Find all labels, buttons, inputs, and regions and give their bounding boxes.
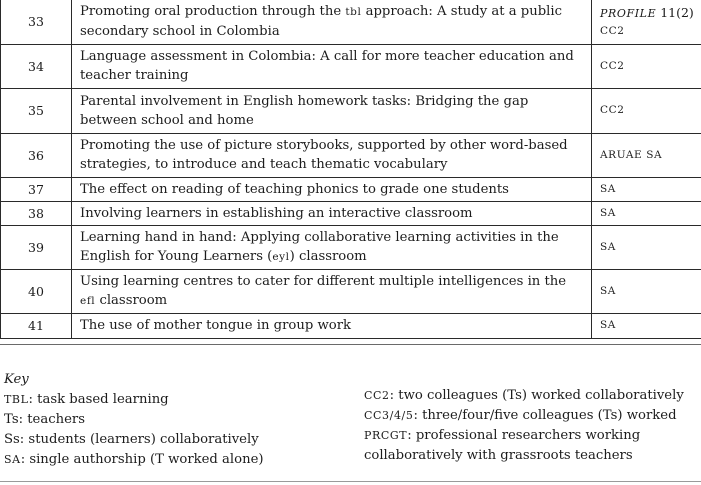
table-row (1, 225, 701, 269)
row-number: 33 (1, 0, 72, 44)
table-row (1, 269, 701, 313)
key-title: Key (4, 372, 29, 387)
row-authorship: CC2 (592, 44, 701, 88)
row-number: 37 (1, 177, 72, 201)
key-entry: TBL: task based learning (4, 392, 169, 407)
key-entry: SA: single authorship (T worked alone) (4, 452, 264, 467)
table-bottom-rule (0, 344, 701, 345)
row-number: 36 (1, 133, 72, 177)
key-right-column (364, 386, 699, 466)
row-title: Promoting the use of picture storybooks, supported by other word-based strategies, to introduce and teach thematic vocabulary (72, 133, 592, 177)
key-legend (0, 370, 701, 470)
row-number: 34 (1, 44, 72, 88)
table-row (1, 133, 701, 177)
row-title: The use of mother tongue in group work (72, 313, 592, 338)
row-authorship: SA (592, 269, 701, 313)
row-number: 35 (1, 88, 72, 133)
row-title: Parental involvement in English homework tasks: Bridging the gap between school and home (72, 88, 592, 133)
row-title: Involving learners in establishing an interactive classroom (72, 201, 592, 225)
row-number: 40 (1, 269, 72, 313)
key-entry: CC2: two colleagues (Ts) worked collaboratively (364, 388, 684, 403)
row-title: Language assessment in Colombia: A call for more teacher education and teacher training (72, 44, 592, 88)
table-row (1, 201, 701, 225)
table-row (1, 0, 701, 44)
row-number: 41 (1, 313, 72, 338)
row-title: Learning hand in hand: Applying collaborative learning activities in the English for Young Learners (eyl) classroom (72, 225, 592, 269)
row-authorship: SA (592, 201, 701, 225)
table-row (1, 88, 701, 133)
row-authorship: CC2 (592, 88, 701, 133)
row-authorship: SA (592, 313, 701, 338)
table-row (1, 177, 701, 201)
row-authorship: PROFILE 11(2) CC2 (592, 0, 701, 44)
row-title: Promoting oral production through the tbl approach: A study at a public secondary school in Colombia (72, 0, 592, 44)
table-row (1, 44, 701, 88)
row-authorship: ARUAE SA (592, 133, 701, 177)
key-entry: Ss: students (learners) collaboratively (4, 432, 259, 447)
footer-rule (0, 481, 701, 482)
row-title: Using learning centres to cater for different multiple intelligences in the efl classroom (72, 269, 592, 313)
row-title: The effect on reading of teaching phonics to grade one students (72, 177, 592, 201)
row-number: 39 (1, 225, 72, 269)
row-authorship: SA (592, 225, 701, 269)
row-authorship: SA (592, 177, 701, 201)
key-entry: CC3/4/5: three/four/five colleagues (Ts) worked (364, 408, 677, 423)
key-entry: collaboratively with grassroots teachers (364, 448, 633, 463)
key-entry: Ts: teachers (4, 412, 85, 427)
key-entry: PRCGT: professional researchers working (364, 428, 641, 443)
row-number: 38 (1, 201, 72, 225)
key-left-column (4, 390, 334, 470)
table-row (1, 313, 701, 338)
